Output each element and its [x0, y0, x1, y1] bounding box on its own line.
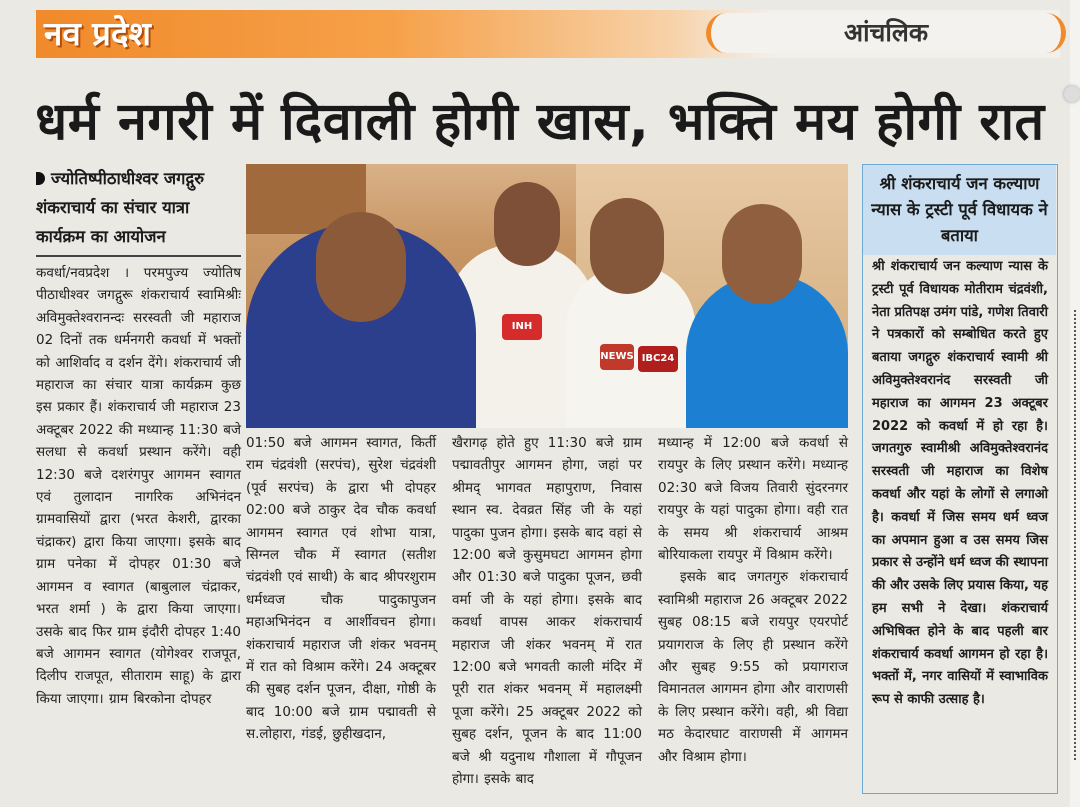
- scroll-thumb[interactable]: [1064, 86, 1080, 102]
- section-name: आंचलिक: [843, 18, 929, 47]
- mic-flag-1: INH: [502, 314, 542, 340]
- mic-flag-3: IBC24: [638, 346, 678, 372]
- sidebar-body: श्री शंकराचार्य जन कल्याण न्यास के ट्रस्टी पूर्व विधायक मोतीराम चंद्रवंशी, नेता प्रतिपक्ष उमंग पांडे, गणेश तिवारी ने पत्रकारों को सम्बोधित करते हुए बताया जगद्गुरु शंकराचार्य स्वामी श्री अविमुक्तेश्वरानंद सरस्वती जी महाराज का आगमन 23 अक्टूबर 2022 को कवर्धा में हो रहा है। जगतगुरु स्वामीश्री अविमुक्तेश्वरानंद सरस्वती जी महाराज का विशेष कवर्धा और यहां के लोगों से लगाओ है। कवर्धा में जिस समय धर्म ध्वज का अपमान हुआ व उस समय जिस प्रकार से उन्होंने धर्म ध्वज की स्थापना की और उसके लिए प्रयास किया, यह हम सभी ने देखा। शंकराचार्य अभिषिक्त होने के बाद पहली बार शंकराचार्य कवर्धा आगमन हो रहा है। भक्तों में, नगर वासियों में स्वाभाविक रूप से काफी उत्साह है।: [872, 259, 1048, 708]
- article-column-3: खैरागढ़ होते हुए 11:30 बजे ग्राम पद्मावतीपुर आगमन होगा, जहां पर श्रीमद् भागवत महापुराण, निवास स्थान स्व. देवव्रत सिंह जी के यहां पादुका पुजन होगा। इसके बाद वहां से 12:00 बजे कुसुमघटा आगमन होगा और 01:30 बजे पादुका पूजन, छवी वर्मा जी के यहां होगा। इसके बाद कवर्धा वापस आकर शंकराचार्य महाराज जी शंकर भवनम् में रात 12:00 बजे भगवती काली मंदिर में पूरी रात शंकर भवनम् में महालक्ष्मी पूजा करेंगे। 25 अक्टूबर 2022 को सुबह दर्शन, पूजन के बाद 11:00 बजे श्री यदुनाथ गौशाला में गौपूजन होगा। इसके बाद: [452, 435, 642, 788]
- page-edge: [1070, 0, 1080, 807]
- mic-flag-2: NEWS: [600, 344, 634, 370]
- news-photo: [246, 164, 848, 428]
- intro-text: ज्योतिष्पीठाधीश्वर जगद्गुरु शंकराचार्य का संचार यात्रा कार्यक्रम का आयोजन: [36, 169, 205, 246]
- photo-head-2: [494, 182, 560, 266]
- divider: [36, 255, 241, 257]
- section-label: [706, 13, 1066, 53]
- sidebar-title: श्री शंकराचार्य जन कल्याण न्यास के ट्रस्टी पूर्व विधायक ने बताया: [863, 165, 1056, 255]
- newspaper-logo: नव प्रदेश: [44, 14, 151, 53]
- article-column-2: 01:50 बजे आगमन स्वागत, किर्ती राम चंद्रवंशी (सरपंच), सुरेश चंद्रवंशी (पूर्व सरपंच) के द्वारा भी दोपहर 02:00 बजे ठाकुर देव चौक कवर्धा आगमन स्वागत एवं शोभा यात्रा, सिग्नल चौक में स्वागत (सतीश चंद्रवंशी एवं साथी) के बाद श्रीपरशुराम धर्मध्वज चौक पादुकापुजन महाअभिनंदन व आर्शीवचन होगा। शंकराचार्य महाराज जी शंकर भवनम् में रात को विश्राम करेंगे। 24 अक्टूबर की सुबह दर्शन पूजन, दीक्षा, गोष्ठी के बाद 10:00 बजे ग्राम पद्मावती से स.लोहारा, गंडई, छुहीखदान,: [246, 435, 436, 743]
- photo-head-1: [316, 212, 406, 322]
- article-column-1: कवर्धा/नवप्रदेश । परमपुज्य ज्योतिष पीठाधीश्वर जगद्गुरू शंकराचार्य स्वामिश्रीः अविमुक्तेश्वरानन्दः सरस्वती जी महाराज 02 दिनों तक धर्मनगरी कवर्धा में भक्तों को आशिर्वाद व दर्शन देंगे। शंकराचार्य जी महाराज का संचार यात्रा कार्यक्रम कुछ इस प्रकार हैं। शंकराचार्य जी महाराज 23 अक्टूबर 2022 की मध्यान्ह 11:30 बजे सलधा से कवर्धा प्रस्थान करेंगे। वही 12:30 बजे दशरंगपुर आगमन स्वागत एवं तुलादान नागरिक अभिनंदन ग्रामवासियों द्वारा (भरत केशरी, द्वारका चंद्राकर) द्वारा किया जाएगा। इसके बाद ग्राम पनेका में दोपहर 01:30 बजे आगमन व स्वागत (बाबुलाल चंद्राकर, भरत शर्मा ) के द्वारा किया जाएगा। उसके बाद फिर ग्राम इंदौरी दोपहर 1:40 बजे आगमन स्वागत (योगेश्वर राजपूत, दिलीप राजपूत, सीताराम साहू) के द्वारा किया जाएगा। ग्राम बिरकोना दोपहर: [36, 265, 241, 707]
- headline: धर्म नगरी में दिवाली होगी खास, भक्ति मय होगी रात: [35, 92, 1045, 152]
- photo-head-3: [590, 198, 664, 294]
- article-column-4-part-1: मध्यान्ह में 12:00 बजे कवर्धा से रायपुर के लिए प्रस्थान करेंगे। मध्यान्ह 02:30 बजे विजय तिवारी सुंदरनगर रायपुर के यहां पादुका होगा। वही रात के समय श्री शंकराचार्य आश्रम बोरियाकला रायपुर में विश्राम करेंगे।: [658, 435, 848, 564]
- bullet-icon: [36, 172, 45, 185]
- article-column-4: [658, 432, 848, 768]
- intro-kicker: [36, 164, 241, 251]
- article-column-4-part-2: इसके बाद जगतगुरु शंकराचार्य स्वामिश्री महाराज 26 अक्टूबर 2022 सुबह 08:15 बजे रायपुर एयरपोर्ट प्रयागराज के लिए ही प्रस्थान करेंगे और सुबह 9:55 को प्रयागराज विमानतल आगमन होगा और वाराणसी के लिए प्रस्थान करेंगे। वही, श्री विद्या मठ केदारघाट वाराणसी में आगमन और विश्राम होगा।: [658, 569, 848, 765]
- photo-head-4: [722, 204, 802, 304]
- edge-text-residue: [1074, 310, 1079, 760]
